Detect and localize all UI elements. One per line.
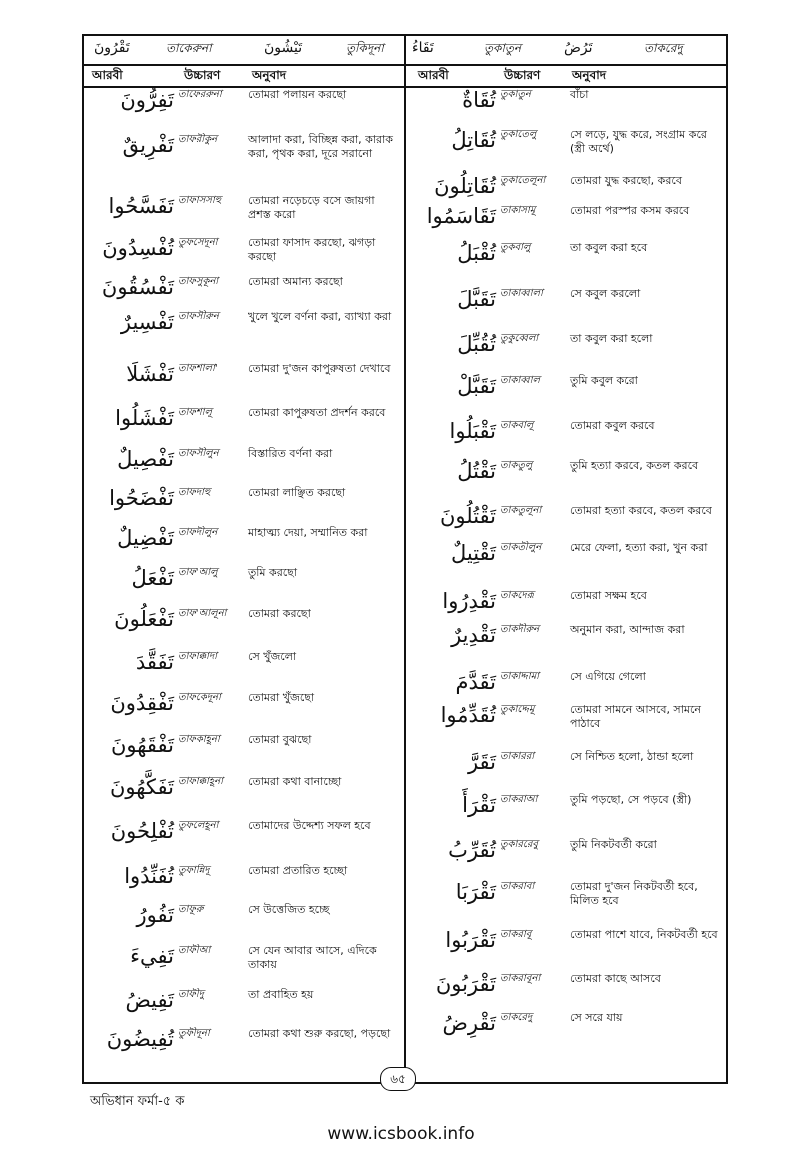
entry-arabic: تَفْعَلُونَ: [114, 607, 174, 631]
entry-meaning: তোমরা সক্ষম হবে: [570, 589, 647, 602]
entry-arabic: تَقْرَبَا: [455, 880, 496, 904]
entry-meaning: অনুমান করা, আন্দাজ করা: [570, 623, 685, 636]
entry-pron: তাকরাআ: [500, 794, 538, 805]
entry-arabic: تَقْبَلُوا: [449, 419, 496, 443]
entry-meaning: তোমরা প্রতারিত হচ্ছো: [248, 864, 348, 877]
entry-pron: তাফীদু: [178, 989, 204, 1000]
entry-arabic: تُقَدِّمُوا: [440, 703, 496, 727]
top-band-arabic: تَرُضُ: [564, 40, 593, 56]
entry-meaning: তা প্রবাহিত হয়: [248, 988, 314, 1001]
entry-pron: তুকাররেবু: [500, 839, 538, 850]
entry-pron: তুকাতুন: [500, 89, 531, 100]
entry-pron: তাকতুলূনা: [500, 505, 542, 516]
entry-pron: তাফাক্কাদা: [178, 651, 218, 662]
top-band-arabic: تَقْرُونَ: [94, 40, 130, 56]
entry-meaning: তোমরা কাপুরুষতা প্রদর্শন করবে: [248, 406, 386, 419]
entry-meaning: তুমি নিকটবর্তী করো: [570, 838, 657, 851]
header-meaning-right: অনুবাদ: [572, 68, 607, 82]
entry-pron: তুফান্নিদূ: [178, 865, 210, 876]
entry-arabic: تَفْضَحُوا: [109, 486, 174, 510]
entry-arabic: تُفِيضُونَ: [106, 1027, 174, 1051]
entry-arabic: تَفِرُّونَ: [120, 88, 174, 112]
entry-meaning: তোমরা অমান্য করছো: [248, 275, 343, 288]
site-url[interactable]: www.icsbook.info: [327, 1124, 475, 1144]
entry-pron: তাকরাবূনা: [500, 973, 541, 984]
entry-meaning: তোমরা দু'জন নিকটবর্তী হবে, মিলিত হবে: [570, 880, 698, 907]
entry-arabic: تَقْرَبُونَ: [435, 972, 496, 996]
entry-meaning: তোমরা বুঝছো: [248, 733, 312, 746]
entry-arabic: تُقَاتِلُونَ: [434, 174, 496, 198]
entry-arabic: تَفَقَّدَ: [135, 650, 174, 674]
entry-arabic: تَفْعَلُ: [131, 566, 174, 590]
entry-arabic: تُفْسِدُونَ: [102, 236, 174, 260]
entry-pron: তাকদীরুন: [500, 624, 540, 635]
header-meaning-left: অনুবাদ: [252, 68, 287, 82]
entry-pron: তাফ'আলূনা: [178, 608, 227, 619]
entry-pron: তাফকাহূনা: [178, 734, 220, 745]
entry-pron: তাকবালূ: [500, 420, 534, 431]
entry-pron: তাফসীরুন: [178, 311, 219, 322]
entry-pron: তাকাব্বাল: [500, 375, 540, 386]
header-pron-right: উচ্চারণ: [504, 68, 541, 82]
entry-meaning: তোমরা যুদ্ধ করছো, করবে: [570, 174, 682, 187]
entry-arabic: تَفْسُقُونَ: [101, 275, 174, 299]
entry-pron: তাকরেদু: [500, 1012, 533, 1023]
footer-form-label: অভিধান ফর্মা-৫ ক: [90, 1094, 185, 1109]
entry-meaning: তোমরা পাশে যাবে, নিকটবর্তী হবে: [570, 928, 718, 941]
entry-meaning: তোমরা কথা বানাচ্ছো: [248, 775, 342, 788]
entry-meaning: তোমরা লাঞ্ছিত করছো: [248, 486, 346, 499]
entry-meaning: সে যেন আবার আসে, এদিকে তাকায়: [248, 944, 377, 971]
entry-meaning: সে এগিয়ে গেলো: [570, 670, 646, 683]
entry-arabic: تَقَبَّلَ: [457, 287, 496, 311]
entry-meaning: খুলে খুলে বর্ণনা করা, ব্যাখ্যা করা: [248, 310, 392, 323]
entry-pron: তাফশালা': [178, 363, 218, 374]
entry-arabic: تَفْقَهُونَ: [110, 733, 174, 757]
entry-arabic: تَفْقِدُونَ: [110, 691, 174, 715]
entry-arabic: تَفْشَلُوا: [115, 406, 174, 430]
entry-pron: তাকরাবূ: [500, 929, 532, 940]
entry-arabic: تُقَاتِلُ: [451, 128, 496, 152]
entry-arabic: تُقْبَلُ: [457, 241, 496, 265]
top-band-arabic: تَقَاءُ: [412, 40, 434, 56]
entry-pron: তাফদাহু: [178, 487, 211, 498]
entry-arabic: تَفَكَّهُونَ: [109, 775, 174, 799]
top-band-pron: তাকরেদু: [644, 41, 683, 55]
entry-pron: তাফাসসাহু: [178, 195, 222, 206]
entry-arabic: تَقْتِيلٌ: [450, 541, 496, 565]
entry-pron: তুকাতেলূনা: [500, 175, 546, 186]
entry-meaning: তোমরা খুঁজছো: [248, 691, 315, 704]
entry-arabic: تُفَنِّدُوا: [124, 864, 174, 888]
top-band-pron: তুকাতুন: [484, 41, 522, 55]
entry-arabic: تَقْتُلُونَ: [439, 504, 496, 528]
entry-pron: তাফসীলুন: [178, 448, 219, 459]
entry-pron: তাফেররুনা: [178, 89, 222, 100]
entry-pron: তাকদেরূ: [500, 590, 534, 601]
entry-arabic: تَقَاسَمُوا: [426, 204, 496, 228]
header-arabic-left: আরবী: [92, 68, 123, 82]
entry-pron: তুফীদূনা: [178, 1028, 210, 1039]
entry-meaning: বিস্তারিত বর্ণনা করা: [248, 447, 333, 460]
entry-pron: তাফকেদূনা: [178, 692, 221, 703]
entry-meaning: সে সরে যায়: [570, 1011, 623, 1024]
entry-arabic: تَقْدِيرٌ: [451, 623, 496, 647]
header-arabic-right: আরবী: [418, 68, 449, 82]
entry-meaning: তুমি পড়ছো, সে পড়বে (স্ত্রী): [570, 793, 692, 806]
entry-pron: তুকুব্বেলা: [500, 333, 539, 344]
entry-arabic: تُفْلِحُونَ: [110, 819, 174, 843]
entry-pron: তুকাতেলু: [500, 129, 537, 140]
top-band-arabic: تَيْشُونَ: [264, 40, 303, 56]
entry-meaning: তোমরা পরস্পর কসম করবে: [570, 204, 690, 217]
entry-meaning: তা কবুল করা হবে: [570, 241, 648, 254]
entry-meaning: সে লড়ে, যুদ্ধ করে, সংগ্রাম করে (স্ত্রী অর্থে): [570, 128, 707, 155]
entry-meaning: মেরে ফেলা, হত্যা করা, খুন করা: [570, 541, 708, 554]
entry-arabic: تَقْرَبُوا: [445, 928, 496, 952]
entry-pron: তাকরাবা: [500, 881, 535, 892]
entry-arabic: تَفْصِيلٌ: [117, 447, 174, 471]
entry-arabic: تَفْشَلَا: [126, 362, 174, 386]
entry-meaning: তোমরা নড়েচড়ে বসে জায়গা প্রশস্ত করো: [248, 194, 375, 221]
entry-meaning: তা কবুল করা হলো: [570, 332, 653, 345]
entry-meaning: তোমরা করছো: [248, 607, 311, 620]
column-divider: [404, 36, 406, 1082]
entry-meaning: তুমি হত্যা করবে, কতল করবে: [570, 459, 699, 472]
entry-pron: তাকতীলুন: [500, 542, 542, 553]
entry-arabic: تَفِيضُ: [125, 988, 174, 1012]
entry-meaning: বাঁচা: [570, 88, 589, 101]
entry-arabic: تَفْضِيلٌ: [117, 526, 174, 550]
entry-pron: তাফদীলুন: [178, 527, 218, 538]
entry-meaning: তোমরা কাছে আসবে: [570, 972, 661, 985]
entry-pron: তাফসুকূনা: [178, 276, 219, 287]
entry-pron: তুকবালু: [500, 242, 531, 253]
header-pron-left: উচ্চারণ: [184, 68, 221, 82]
entry-meaning: মাহাত্ম্য দেয়া, সম্মানিত করা: [248, 526, 368, 539]
entry-pron: তাকাদ্দামা: [500, 671, 540, 682]
entry-arabic: تَقْرِضُ: [442, 1011, 496, 1035]
entry-pron: তাকতুলু: [500, 460, 533, 471]
entry-arabic: تَقَرَّ: [467, 750, 496, 774]
entry-meaning: তোমরা ফাসাদ করছো, ঝগড়া করছো: [248, 236, 376, 263]
entry-meaning: তোমরা দু'জন কাপুরুষতা দেখাবে: [248, 362, 391, 375]
entry-pron: তাফাক্কাহূনা: [178, 776, 223, 787]
entry-pron: তাফীআ: [178, 945, 211, 956]
entry-meaning: সে কবুল করলো: [570, 287, 641, 300]
entry-pron: তাফূরু: [178, 904, 204, 915]
entry-pron: তাকাররা: [500, 751, 535, 762]
entry-arabic: تَقَدَّمَ: [455, 670, 496, 694]
top-band-pron: তুকিদূনা: [346, 41, 384, 55]
page-number: ৬৫: [380, 1067, 416, 1091]
dictionary-page: [82, 34, 728, 1084]
entry-pron: তাফশালূ: [178, 407, 212, 418]
entry-meaning: তোমরা কথা শুরু করছো, পড়ছো: [248, 1027, 391, 1040]
entry-pron: তুফসেদূনা: [178, 237, 218, 248]
entry-arabic: تَفْسِيرٌ: [120, 310, 174, 334]
entry-arabic: تَقْتُلُ: [457, 459, 496, 483]
entry-arabic: تَقْدِرُوا: [442, 589, 496, 613]
entry-pron: তাকাব্বালা: [500, 288, 543, 299]
entry-arabic: تَفُورُ: [136, 903, 174, 927]
entry-arabic: تَفْرِيقٌ: [122, 133, 174, 157]
entry-arabic: تَفِيءَ: [130, 944, 174, 968]
entry-meaning: তোমাদের উদ্দেশ্য সফল হবে: [248, 819, 371, 832]
entry-pron: তাফরীকুন: [178, 134, 218, 145]
entry-meaning: তোমরা সামনে আসবে, সামনে পাঠাবে: [570, 703, 701, 730]
entry-arabic: تُقُبِّلَ: [457, 332, 496, 356]
top-band-pron: তাকেরুনা: [166, 41, 212, 55]
entry-meaning: তুমি কবুল করো: [570, 374, 638, 387]
entry-meaning: তুমি করছো: [248, 566, 298, 579]
entry-arabic: تَقَبَّلْ: [457, 374, 496, 398]
entry-meaning: আলাদা করা, বিচ্ছিন্ন করা, কারাক করা, পৃথক করা, দূরে সরানো: [248, 133, 393, 160]
entry-pron: তুফলেহূনা: [178, 820, 219, 831]
entry-arabic: تَقْرَأَ: [462, 793, 496, 817]
entry-meaning: তোমরা কবুল করবে: [570, 419, 655, 432]
entry-pron: তুকাদ্দেমূ: [500, 704, 535, 715]
entry-meaning: তোমরা হত্যা করবে, কতল করবে: [570, 504, 712, 517]
entry-meaning: তোমরা পলায়ন করছো: [248, 88, 347, 101]
entry-pron: তাফ'আলু: [178, 567, 218, 578]
entry-arabic: تُقَاةٌ: [462, 88, 496, 112]
entry-arabic: تَفَسَّحُوا: [108, 194, 174, 218]
entry-meaning: সে খুঁজলো: [248, 650, 297, 663]
entry-pron: তাকাসামূ: [500, 205, 536, 216]
entry-arabic: تُقَرِّبُ: [448, 838, 496, 862]
entry-meaning: সে উত্তেজিত হচ্ছে: [248, 903, 330, 916]
entry-meaning: সে নিশ্চিত হলো, ঠান্ডা হলো: [570, 750, 694, 763]
